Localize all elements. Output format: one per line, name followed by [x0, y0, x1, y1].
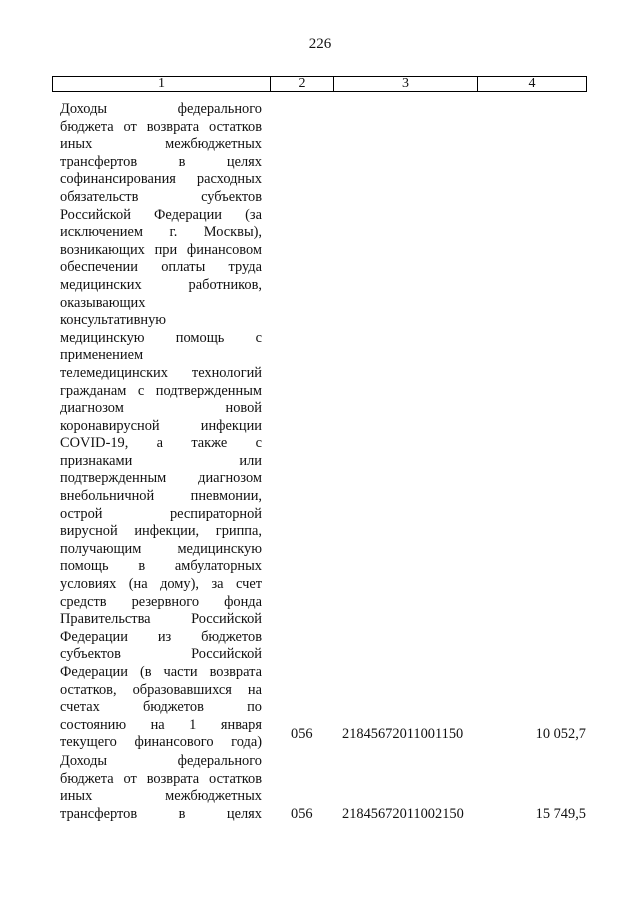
description-line: COVID-19, а также с [60, 435, 262, 452]
description-line: обеспечении оплаты труда [60, 259, 262, 276]
description-line: гражданам с подтвержденным [60, 382, 262, 399]
description-line: трансфертов в целях [60, 153, 262, 170]
row-2-description [60, 753, 262, 823]
description-line: Доходы федерального [60, 101, 262, 117]
description-line: получающим медицинскую [60, 540, 262, 557]
description-line: телемедицинских технологий [60, 364, 262, 381]
row-2-admin-code: 056 [291, 806, 313, 822]
description-line: применением [60, 347, 144, 364]
description-line: состоянию на 1 января [60, 716, 262, 733]
description-line: подтвержденным диагнозом [60, 470, 262, 487]
header-col-2: 2 [271, 77, 334, 91]
description-line: оказывающих [60, 294, 146, 311]
row-2-amount: 15 749,5 [535, 806, 586, 822]
description-line: признаками или [60, 452, 262, 469]
description-line: условиях (на дому), за счет [60, 576, 262, 593]
description-line: Правительства Российской [60, 611, 262, 628]
table-header-row [52, 76, 587, 92]
description-line: софинансирования расходных [60, 171, 262, 188]
row-1-amount: 10 052,7 [535, 726, 586, 742]
page-number: 226 [308, 36, 332, 52]
description-line: субъектов Российской [60, 646, 262, 663]
description-line: консультативную [60, 312, 167, 329]
description-line: диагнозом новой [60, 400, 262, 417]
description-line: вирусной инфекции, гриппа, [60, 523, 262, 540]
description-line: обязательств субъектов [60, 188, 262, 205]
description-line: Доходы федерального [60, 753, 262, 769]
description-line: коронавирусной инфекции [60, 417, 262, 434]
header-col-1: 1 [53, 77, 271, 91]
description-line: возникающих при финансовом [60, 241, 262, 258]
header-col-3: 3 [334, 77, 478, 91]
description-line: помощь в амбулаторных [60, 558, 262, 575]
row-1-description [60, 101, 262, 752]
row-1-kbk-code: 21845672011001150 [342, 726, 464, 742]
description-line: остатков, образовавшихся на [60, 681, 262, 698]
description-line: текущего финансового года) [60, 734, 262, 751]
description-line: средств резервного фонда [60, 593, 262, 610]
description-line: счетах бюджетов по [60, 699, 262, 716]
description-line: иных межбюджетных [60, 136, 262, 153]
description-line: трансфертов в целях [60, 805, 262, 822]
row-2-kbk-code: 21845672011002150 [342, 806, 464, 822]
description-line: медицинскую помощь с [60, 329, 262, 346]
row-1-admin-code: 056 [291, 726, 313, 742]
description-line: исключением г. Москвы), [60, 224, 262, 241]
description-line: острой респираторной [60, 505, 262, 522]
description-line: Российской Федерации (за [60, 206, 262, 223]
description-line: бюджета от возврата остатков [60, 118, 262, 135]
description-line: внебольничной пневмонии, [60, 488, 262, 505]
description-line: Федерации из бюджетов [60, 628, 262, 645]
description-line: Федерации (в части возврата [60, 664, 262, 680]
description-line: иных межбюджетных [60, 788, 262, 805]
header-col-4: 4 [528, 76, 536, 91]
description-line: бюджета от возврата остатков [60, 770, 262, 787]
description-line: медицинских работников, [60, 276, 262, 293]
